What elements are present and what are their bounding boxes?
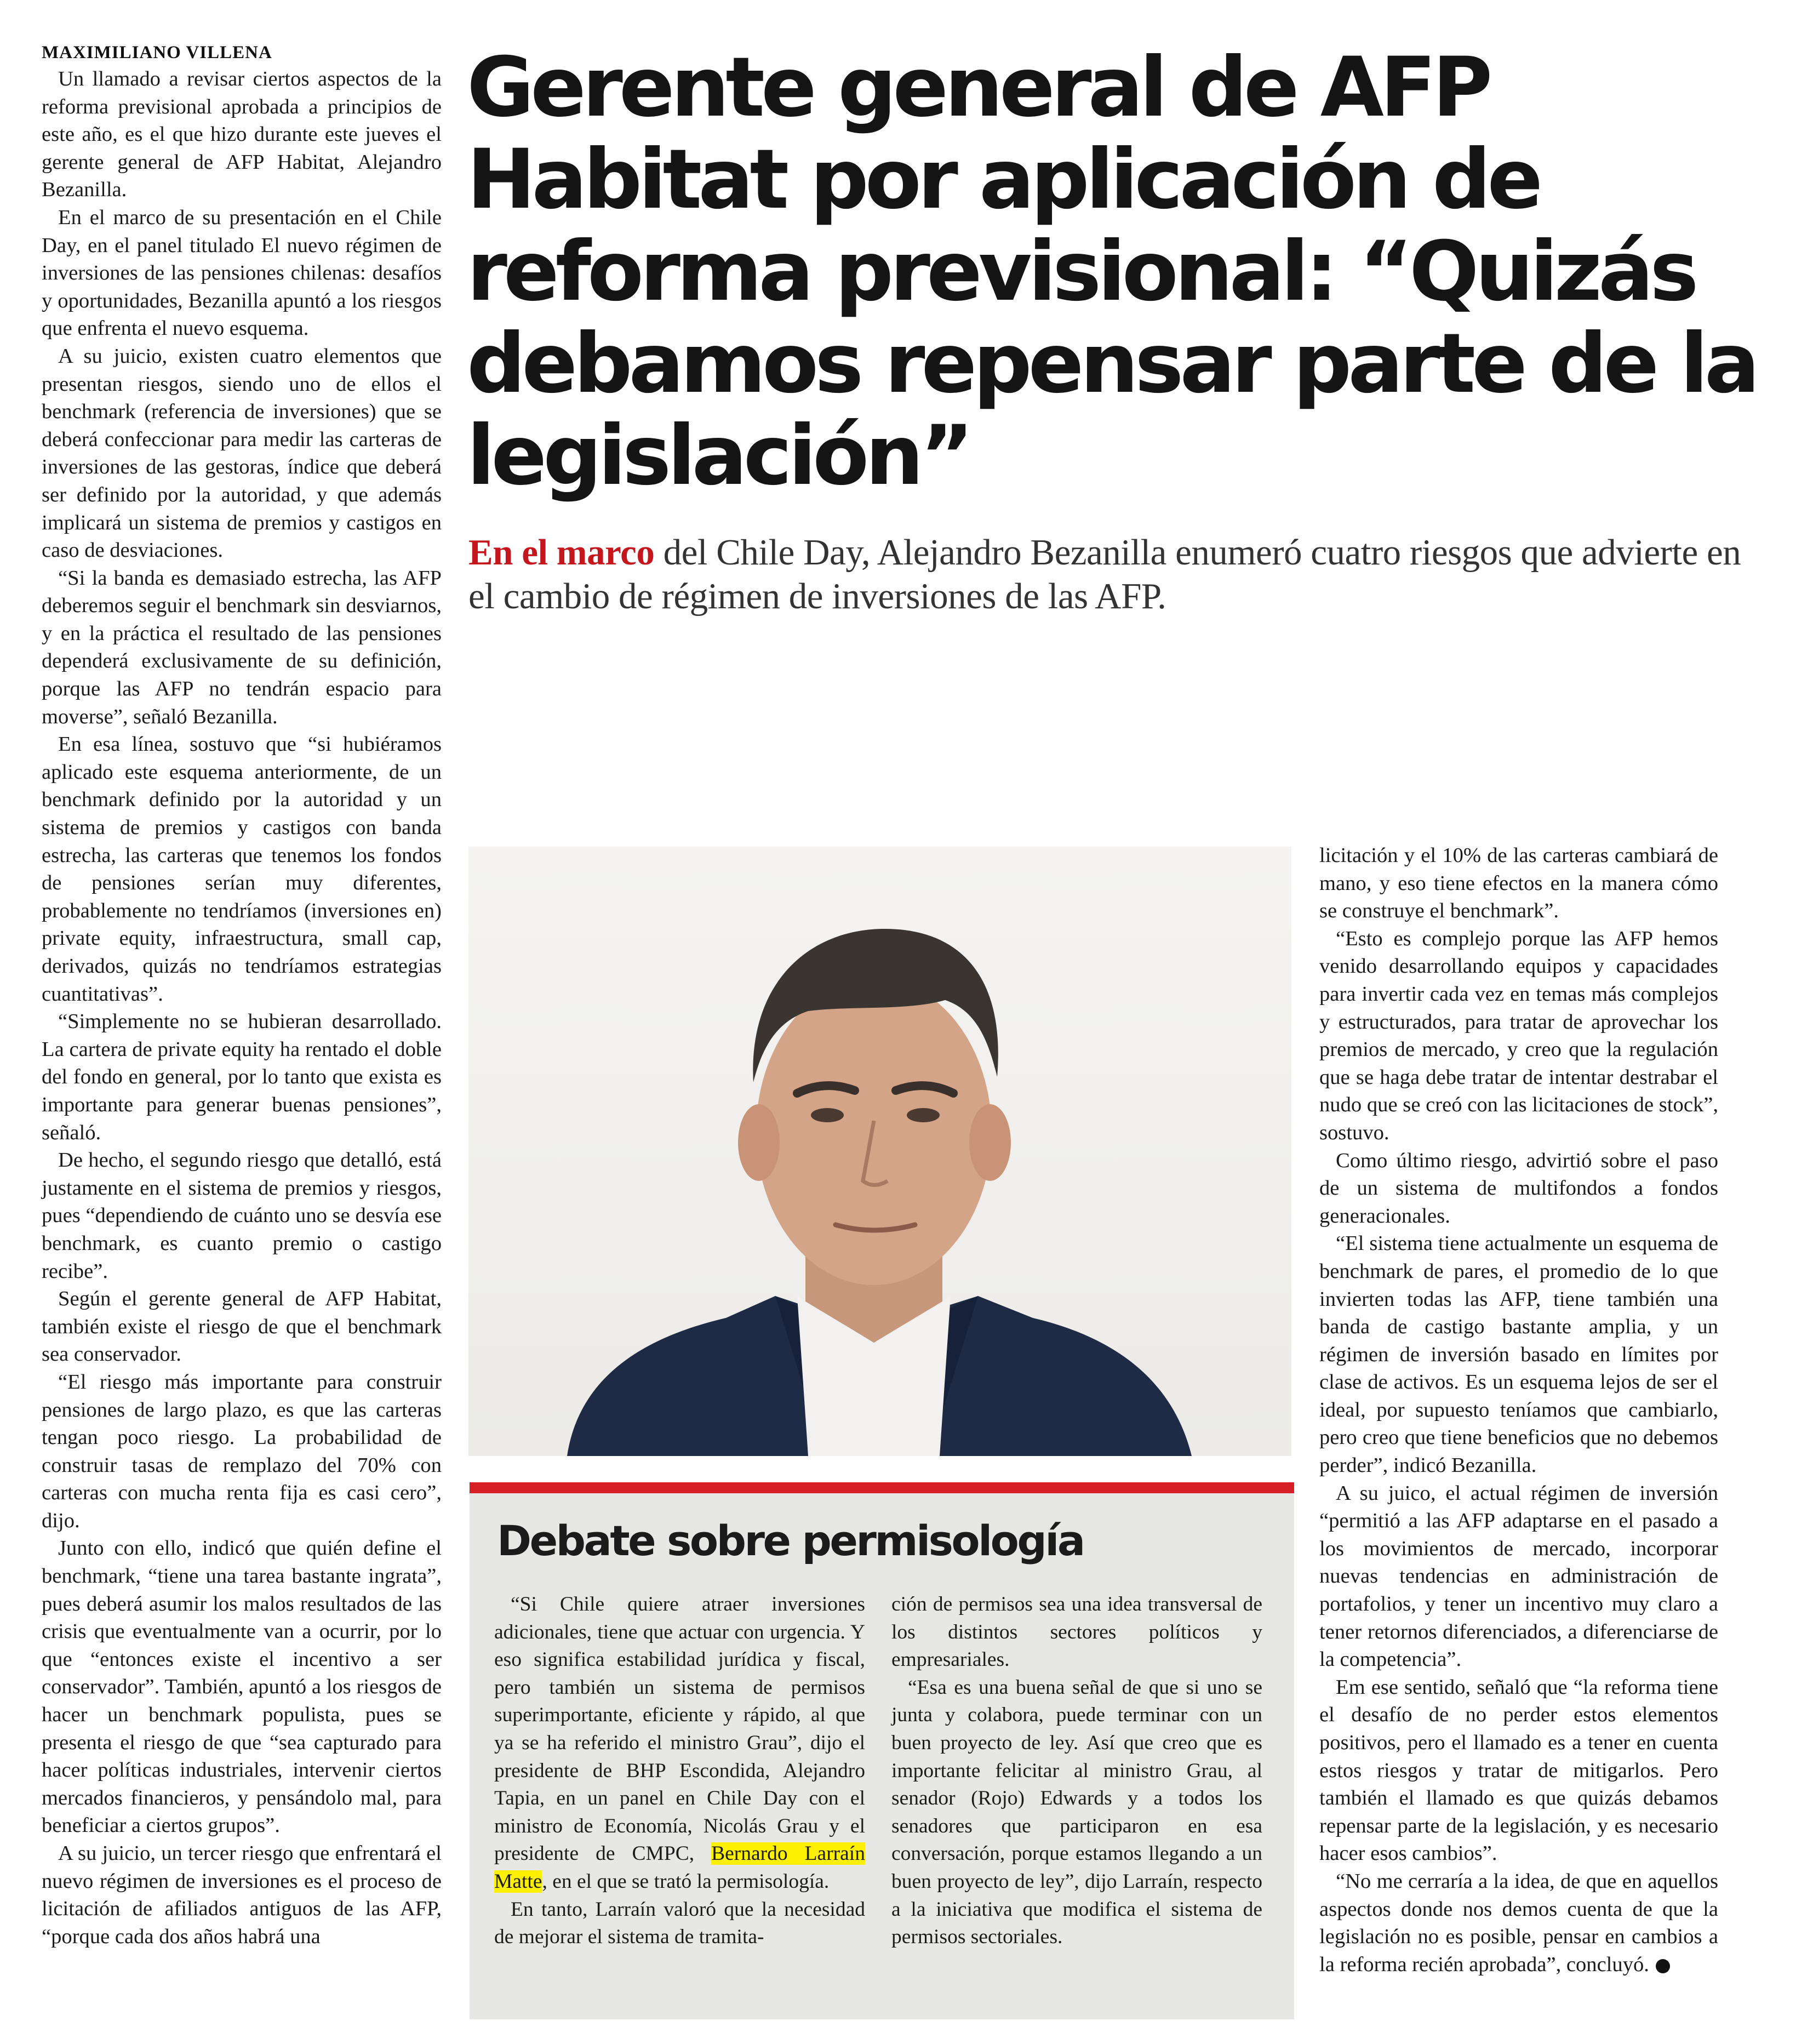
box-text: “Si Chile quiere atraer inversiones adicionales, tiene que actuar con urgencia. Y eso significa estabilidad jurídica y fiscal, pero también un sistema de permisos superimportante, eficiente y rápido, al que ya se ha referido el ministro Grau”, dijo el presidente de BHP Escondida, Alejandro Tapia, en un panel en Chile Day con el ministro de Economía, Nicolás Grau y el presidente de CMPC, — [494, 1593, 865, 1865]
right-paragraph-last — [1319, 1868, 1718, 1978]
left-paragraph: De hecho, el segundo riesgo que detalló, está justamente en el sistema de premios y riesgos, pues “dependiendo de cuánto uno se desvía ese benchmark, es cuanto premio o castigo recibe”. — [42, 1149, 442, 1283]
box-title: Debate sobre permisología — [497, 1516, 1084, 1565]
box-paragraph — [494, 1591, 865, 1896]
left-paragraph: A su juicio, existen cuatro elementos que presentan riesgos, siendo uno de ellos el benchmark (referencia de inversiones) que se deberá confeccionar para medir las carteras de inversiones de las gestoras, índice que deberá ser definido por la autoridad, y que además implicará un sistema de premios y castigos en caso de desviaciones. — [42, 344, 442, 562]
portrait-photo — [468, 847, 1291, 1456]
end-mark-icon: P — [1656, 1959, 1670, 1973]
left-column — [42, 39, 442, 1950]
left-paragraph: Un llamado a revisar ciertos aspectos de la reforma previsional aprobada a principios de este año, es el que hizo durante este jueves el gerente general de AFP Habitat, Alejandro Bezanilla. — [42, 67, 442, 202]
right-column — [1319, 842, 1718, 1978]
deck-kicker: En el marco — [468, 532, 655, 573]
right-paragraph: Em ese sentido, señaló que “la reforma tiene el desafío de no perder estos elementos positivos, pero el llamado es a tener en cuenta estos riesgos y tratar de mitigarlos. Pero también el llamado es que quizás debamos repensar parte de la legislación, y es necesario hacer esos cambios”. — [1319, 1675, 1718, 1865]
box-paragraph: ción de permisos sea una idea transversal de los distintos sectores políticos y empresariales. — [891, 1593, 1262, 1671]
left-paragraph: Junto con ello, indicó que quién define el benchmark, “tiene una tarea bastante ingrata”, pues deberá asumir los malos resultados de las crisis que eventualmente van a ocurrir, por lo que “entonces existe el incentivo a ser conservador”. También, apuntó a los riesgos de hacer un benchmark populista, pues se presenta el riesgo de que “sea capturado para hacer políticas industriales, intervenir ciertos mercados financieros, y pensándolo mal, para beneficiar a ciertos grupos”. — [42, 1537, 442, 1837]
left-paragraph: En el marco de su presentación en el Chile Day, en el panel titulado El nuevo régimen de inversiones de las pensiones chilenas: desafíos y oportunidades, Bezanilla apuntó a los riesgos que enfrenta el nuevo esquema. — [42, 205, 442, 340]
box-paragraph: “Esa es una buena señal de que si uno se junta y colabora, puede terminar con un buen proyecto de ley. Así que creo que es importante felicitar al ministro Grau, al senador (Rojo) Edwards y a todos los senadores que participaron en esa conversación, porque estamos llegando a un buen proyecto de ley”, dijo Larraín, respecto a la iniciativa que modifica el sistema de permisos sectoriales. — [891, 1676, 1262, 1949]
box-text: , en el que se trató la permisología. — [542, 1870, 830, 1893]
deck — [468, 530, 1745, 618]
highlighted-name: Bernardo Larraín Matte — [494, 1842, 865, 1893]
left-paragraph: A su juicio, un tercer riesgo que enfrentará el nuevo régimen de inversiones es el proceso de licitación de afiliados antiguos de las AFP, “porque cada dos años habrá una — [42, 1842, 442, 1948]
deck-text: del Chile Day, Alejandro Bezanilla enumeró cuatro riesgos que advierte en el cambio de régimen de inversiones de las AFP. — [468, 532, 1741, 616]
box-column-a — [494, 1591, 865, 1951]
sidebar-box — [470, 1482, 1294, 2019]
right-paragraph: licitación y el 10% de las carteras cambiará de mano, y eso tiene efectos en la manera cómo se construye el benchmark”. — [1319, 844, 1718, 923]
box-paragraph: En tanto, Larraín valoró que la necesidad de mejorar el sistema de tramita- — [494, 1898, 865, 1949]
left-paragraph: En esa línea, sostuvo que “si hubiéramos aplicado este esquema anteriormente, de un benchmark definido por la autoridad y un sistema de premios y castigos con banda estrecha, las carteras que tenemos los fondos de pensiones serían muy diferentes, probablemente no tendríamos (inversiones en) private equity, infraestructura, small cap, derivados, quizás no tendríamos estrategias cuantitativas”. — [42, 733, 442, 1006]
left-paragraph: Según el gerente general de AFP Habitat, también existe el riesgo de que el benchmark sea conservador. — [42, 1287, 442, 1366]
right-paragraph: A su juico, el actual régimen de inversión “permitió a las AFP adaptarse en el pasado a los movimientos de mercado, incorporar nuevas tendencias en administración de portafolios, y tener un incentivo muy claro a tener retornos diferenciados, a diferenciarse de la competencia”. — [1319, 1481, 1718, 1671]
headline: Gerente general de AFP Habitat por aplicación de reforma previsional: “Quizás debamos repensar parte de la legislación” — [467, 40, 1757, 504]
right-paragraph: “El sistema tiene actualmente un esquema de benchmark de pares, el promedio de lo que invierten todas las AFP, tiene también una banda de castigo bastante amplia, y un régimen de inversión basado en límites por clase de activos. Es un esquema lejos de ser el ideal, por supuesto teníamos que cambiarlo, pero creo que tiene beneficios que no debemos perder”, indicó Bezanilla. — [1319, 1232, 1718, 1477]
box-column-b — [891, 1591, 1262, 1951]
right-paragraph: “Esto es complejo porque las AFP hemos venido desarrollando equipos y capacidades para invertir cada vez en temas más complejos y estructurados, para tratar de aprovechar los premios de mercado, y creo que la regulación que se haga debe tratar de intentar destrabar el nudo que se creó con las licitaciones de stock”, sostuvo. — [1319, 927, 1718, 1144]
portrait-illustration — [468, 847, 1291, 1456]
right-paragraph: Como último riesgo, advirtió sobre el paso de un sistema de multifondos a fondos generacionales. — [1319, 1149, 1718, 1227]
closing-quote: “No me cerraría a la idea, de que en aquellos aspectos donde nos demos cuenta de que la legislación no es posible, pensar en cambios a la reforma recién aprobada”, concluyó. — [1319, 1869, 1718, 1976]
byline: MAXIMILIANO VILLENA — [42, 43, 272, 62]
left-paragraph: “Simplemente no se hubieran desarrollado. La cartera de private equity ha rentado el doble del fondo en general, por lo tanto que exista es importante para generar buenas pensiones”, señaló. — [42, 1010, 442, 1144]
left-paragraph: “Si la banda es demasiado estrecha, las AFP deberemos seguir el benchmark sin desviarnos, y en la práctica el resultado de las pensiones dependerá exclusivamente de su definición, porque las AFP no tendrán espacio para moverse”, señaló Bezanilla. — [42, 566, 442, 728]
left-paragraph: “El riesgo más importante para construir pensiones de largo plazo, es que las carteras tengan poco riesgo. La probabilidad de construir tasas de remplazo del 70% con carteras con mucha renta fija es casi cero”, dijo. — [42, 1370, 442, 1532]
